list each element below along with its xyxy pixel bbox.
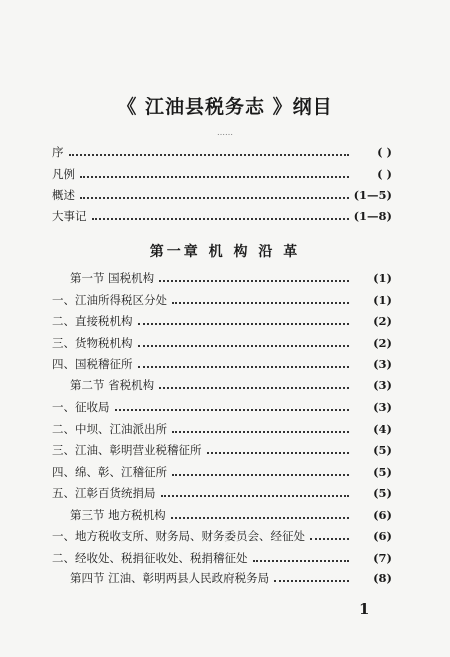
toc-label: 四、国税稽征所 [52,357,133,371]
toc-row-item [52,354,392,374]
toc-row-section-1 [52,268,392,288]
toc-row-section-4 [52,568,392,588]
leader-dots [92,208,350,220]
toc-row-overview [52,185,392,205]
toc-row-item [52,440,392,460]
toc-row-item [52,333,392,353]
toc-label: 一、地方税收支所、财务局、财务委员会、经征处 [52,529,305,543]
leader-dots [115,399,350,411]
toc-row-item [52,483,392,503]
leader-dots [138,335,350,347]
toc-label: 一、征收局 [52,400,110,414]
toc-page: (6) [373,529,392,543]
toc-page: (1) [373,293,392,307]
toc-row-section-2 [52,375,392,395]
toc-label: 三、江油、彰明营业税稽征所 [52,443,202,457]
toc-label: 大事记 [52,209,87,223]
toc-label: 第三节 地方税机构 [70,508,166,522]
leader-dots [69,144,350,156]
toc-page: (5) [373,465,392,479]
toc-page: (5) [373,486,392,500]
toc-label: 概述 [52,188,75,202]
toc-row-item [52,419,392,439]
toc-page: (8) [373,571,392,585]
toc-label: 四、绵、彰、江稽征所 [52,465,167,479]
toc-page: (5) [373,443,392,457]
toc-page: (6) [373,508,392,522]
toc-page: (3) [373,357,392,371]
leader-dots [310,528,349,540]
document-title: 《 江油县税务志 》纲目 [117,96,333,118]
toc-page: (7) [373,551,392,565]
toc-label: 序 [52,145,64,159]
toc-label: 二、中坝、江油派出所 [52,422,167,436]
leader-dots [172,292,349,304]
toc-row-section-3 [52,505,392,525]
toc-row-item [52,462,392,482]
toc-row-item [52,526,392,546]
chapter-heading: 第一章 机 构 沿 革 [149,244,301,260]
toc-row-item [52,290,392,310]
leader-dots [159,270,349,282]
leader-dots [161,485,350,497]
leader-dots [207,442,350,454]
toc-label: 凡例 [52,167,75,181]
leader-dots [172,421,349,433]
toc-label: 三、货物税机构 [52,336,133,350]
toc-row-item [52,397,392,417]
leader-dots [159,377,349,389]
leader-dots [253,550,350,562]
toc-row-chronicle [52,206,392,226]
page-number: 1 [359,600,370,618]
toc-label: 二、直接税机构 [52,314,133,328]
toc-label: 一、江油所得税区分处 [52,293,167,307]
leader-dots [172,464,349,476]
toc-page: ( ) [377,145,392,159]
leader-dots [138,313,350,325]
toc-page: (4) [373,422,392,436]
toc-label: 第二节 省税机构 [70,378,155,392]
leader-dots [171,507,349,519]
toc-label: 第四节 江油、彰明两县人民政府税务局 [70,571,270,585]
toc-label: 五、江彰百货统捐局 [52,486,156,500]
toc-page: (1) [373,271,392,285]
leader-dots [80,187,349,199]
toc-row-item [52,311,392,331]
title-ornament: …… [217,128,233,137]
toc-page: (2) [373,336,392,350]
toc-page: (1—8) [353,209,392,223]
toc-row-preface [52,142,392,162]
toc-page: ( ) [377,167,392,181]
toc-row-notes [52,164,392,184]
toc-page: (3) [373,400,392,414]
toc-page: (2) [373,314,392,328]
toc-label: 第一节 国税机构 [70,271,155,285]
toc-page: (1—5) [353,188,392,202]
leader-dots [274,570,349,582]
leader-dots [80,166,349,178]
toc-page: (3) [373,378,392,392]
leader-dots [138,356,350,368]
toc-label: 二、经收处、税捐征收处、税捐稽征处 [52,551,248,565]
toc-row-item [52,548,392,568]
